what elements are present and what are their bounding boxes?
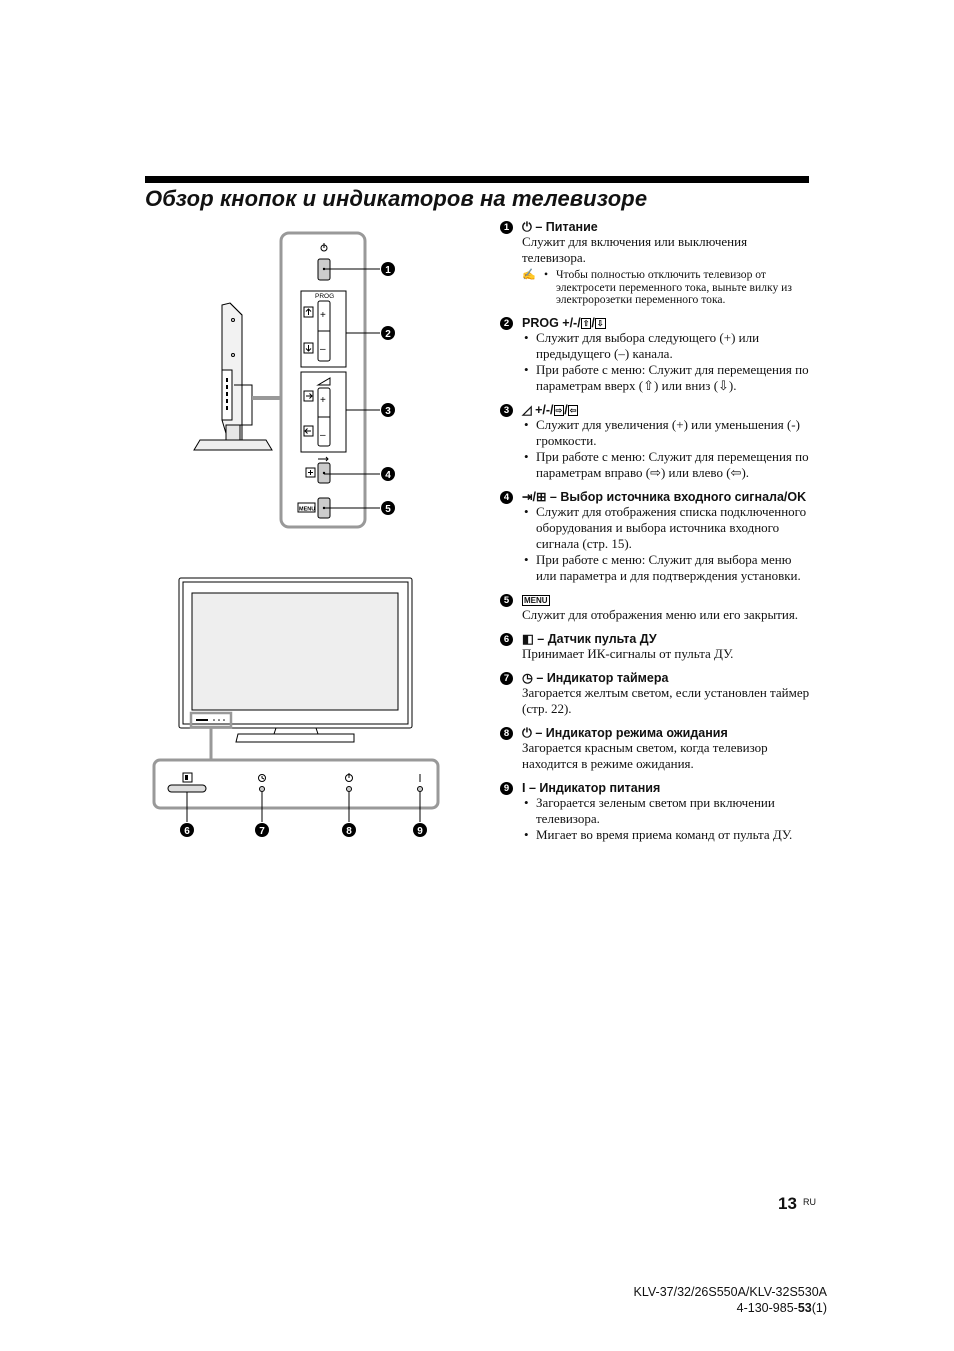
prog-minus: –: [320, 344, 326, 355]
arrow-left-icon: ⇦: [569, 405, 577, 415]
bullet: • При работе с меню: Служит для перемещения по параметрам вправо (⇨) или влево (⇦).: [522, 449, 812, 481]
item-heading: – Индикатор режима ожидания: [531, 725, 728, 740]
pen-icon: ✍: [522, 269, 536, 281]
control-panel: [281, 233, 380, 527]
descriptions: [500, 220, 812, 852]
code-bold: 53: [797, 1301, 812, 1315]
page-number: 13: [778, 1194, 797, 1213]
item-power: [500, 220, 812, 307]
remote-sensor-icon: ◧: [522, 631, 534, 646]
item-heading: – Индикатор питания: [525, 780, 661, 795]
timer-led: [260, 787, 265, 792]
item-timer: [500, 671, 812, 717]
code-post: (1): [811, 1301, 827, 1315]
bullet: • Мигает во время приема команд от пульта ДУ.: [522, 827, 812, 843]
bullet: • Служит для выбора следующего (+) или предыдущего (–) канала.: [522, 330, 812, 362]
item-heading: – Питание: [531, 220, 598, 234]
callout-9: 9: [417, 826, 423, 837]
item-volume: [500, 403, 812, 481]
item-number: 3: [500, 404, 513, 417]
item-heading: +/-/: [531, 402, 554, 417]
prog-label: PROG: [315, 293, 335, 300]
callout-6: 6: [184, 826, 190, 837]
item-number: 1: [500, 221, 513, 234]
callout-8: 8: [346, 826, 352, 837]
code-pre: 4-130-985-: [736, 1301, 798, 1315]
item-prog: [500, 316, 812, 394]
item-standby: [500, 726, 812, 772]
indicator-panel: [154, 760, 438, 822]
volume-minus: –: [320, 430, 326, 441]
callout-7: 7: [259, 826, 265, 837]
arrow-up-icon: ⇧: [582, 318, 590, 328]
item-number: 7: [500, 672, 513, 685]
bullet: • Служит для увеличения (+) или уменьшения (-) громкости.: [522, 417, 812, 449]
bullet: • При работе с меню: Служит для выбора меню или параметра и для подтверждения установки.: [522, 552, 812, 584]
item-number: 2: [500, 317, 513, 330]
part-code: [634, 1300, 827, 1316]
standby-icon: ⏻: [522, 725, 532, 740]
item-power-indicator: [500, 781, 812, 843]
power-led: [418, 787, 423, 792]
item-menu: [500, 593, 812, 623]
bullet: • При работе с меню: Служит для перемещения по параметрам вверх (⇧) или вниз (⇩).: [522, 362, 812, 394]
callout-3: 3: [385, 406, 391, 417]
item-heading: – Выбор источника входного сигнала/OK: [546, 489, 807, 504]
item-input: [500, 490, 812, 584]
input-icon: ⇥: [522, 489, 533, 504]
ok-icon: ⊞: [535, 489, 547, 504]
timer-icon: ◷: [522, 670, 533, 685]
language-code: RU: [803, 1197, 816, 1207]
item-number: 6: [500, 633, 513, 646]
tv-side-view: [194, 303, 272, 450]
item-text: Служит для включения или выключения телевизора.: [522, 234, 748, 265]
page-title: Обзор кнопок и индикаторов на телевизоре: [145, 186, 648, 211]
model-info: [634, 1284, 827, 1316]
power-icon: ⏻: [522, 220, 532, 234]
item-heading: – Датчик пульта ДУ: [533, 631, 657, 646]
item-heading: PROG +/-/: [522, 315, 581, 330]
menu-icon: MENU: [524, 595, 548, 605]
item-number: 4: [500, 491, 513, 504]
callout-4: 4: [385, 470, 391, 481]
note: ✍ • Чтобы полностью отключить телевизор от электросети переменного тока, выньте вилку из электророзетки переменного тока.: [522, 268, 792, 307]
item-remote-sensor: [500, 632, 812, 662]
item-number: 5: [500, 594, 513, 607]
volume-icon: ◿: [522, 402, 532, 417]
standby-led: [347, 787, 352, 792]
callout-1: 1: [385, 265, 391, 276]
item-text: Принимает ИК-сигналы от пульта ДУ.: [522, 645, 734, 661]
volume-plus: +: [320, 395, 326, 406]
arrow-right-icon: ⇨: [555, 405, 563, 415]
separator: /: [532, 489, 536, 504]
item-number: 9: [500, 782, 513, 795]
item-text: Загорается желтым светом, если установлен таймер (стр. 22).: [522, 684, 810, 716]
bullet: • Служит для отображения списка подключенного оборудования и выбора источника входного сигнала (стр. 15).: [522, 504, 812, 552]
bullet: • Загорается зеленым светом при включении телевизора.: [522, 795, 812, 827]
separator: /: [564, 402, 568, 417]
arrow-down-icon: ⇩: [596, 318, 604, 328]
callout-2: 2: [385, 329, 391, 340]
remote-sensor: [168, 785, 206, 792]
model-line: KLV-37/32/26S550A/KLV-32S530A: [633, 1285, 827, 1299]
tv-front-view: [179, 578, 412, 760]
note-text: Чтобы полностью отключить телевизор от электросети переменного тока, выньте вилку из электророзетки переменного тока.: [556, 268, 792, 307]
item-heading: – Индикатор таймера: [532, 670, 669, 685]
item-text: Загорается красным светом, когда телевизор находится в режиме ожидания.: [522, 739, 768, 771]
callout-5: 5: [385, 504, 391, 515]
menu-label: MENU: [299, 506, 316, 513]
remote-sensor-icon: [185, 775, 188, 780]
separator: /: [591, 315, 595, 330]
item-number: 8: [500, 727, 513, 740]
item-text: Служит для отображения меню или его закрытия.: [522, 606, 799, 622]
power-on-icon: I: [522, 780, 526, 795]
prog-plus: +: [320, 310, 326, 321]
